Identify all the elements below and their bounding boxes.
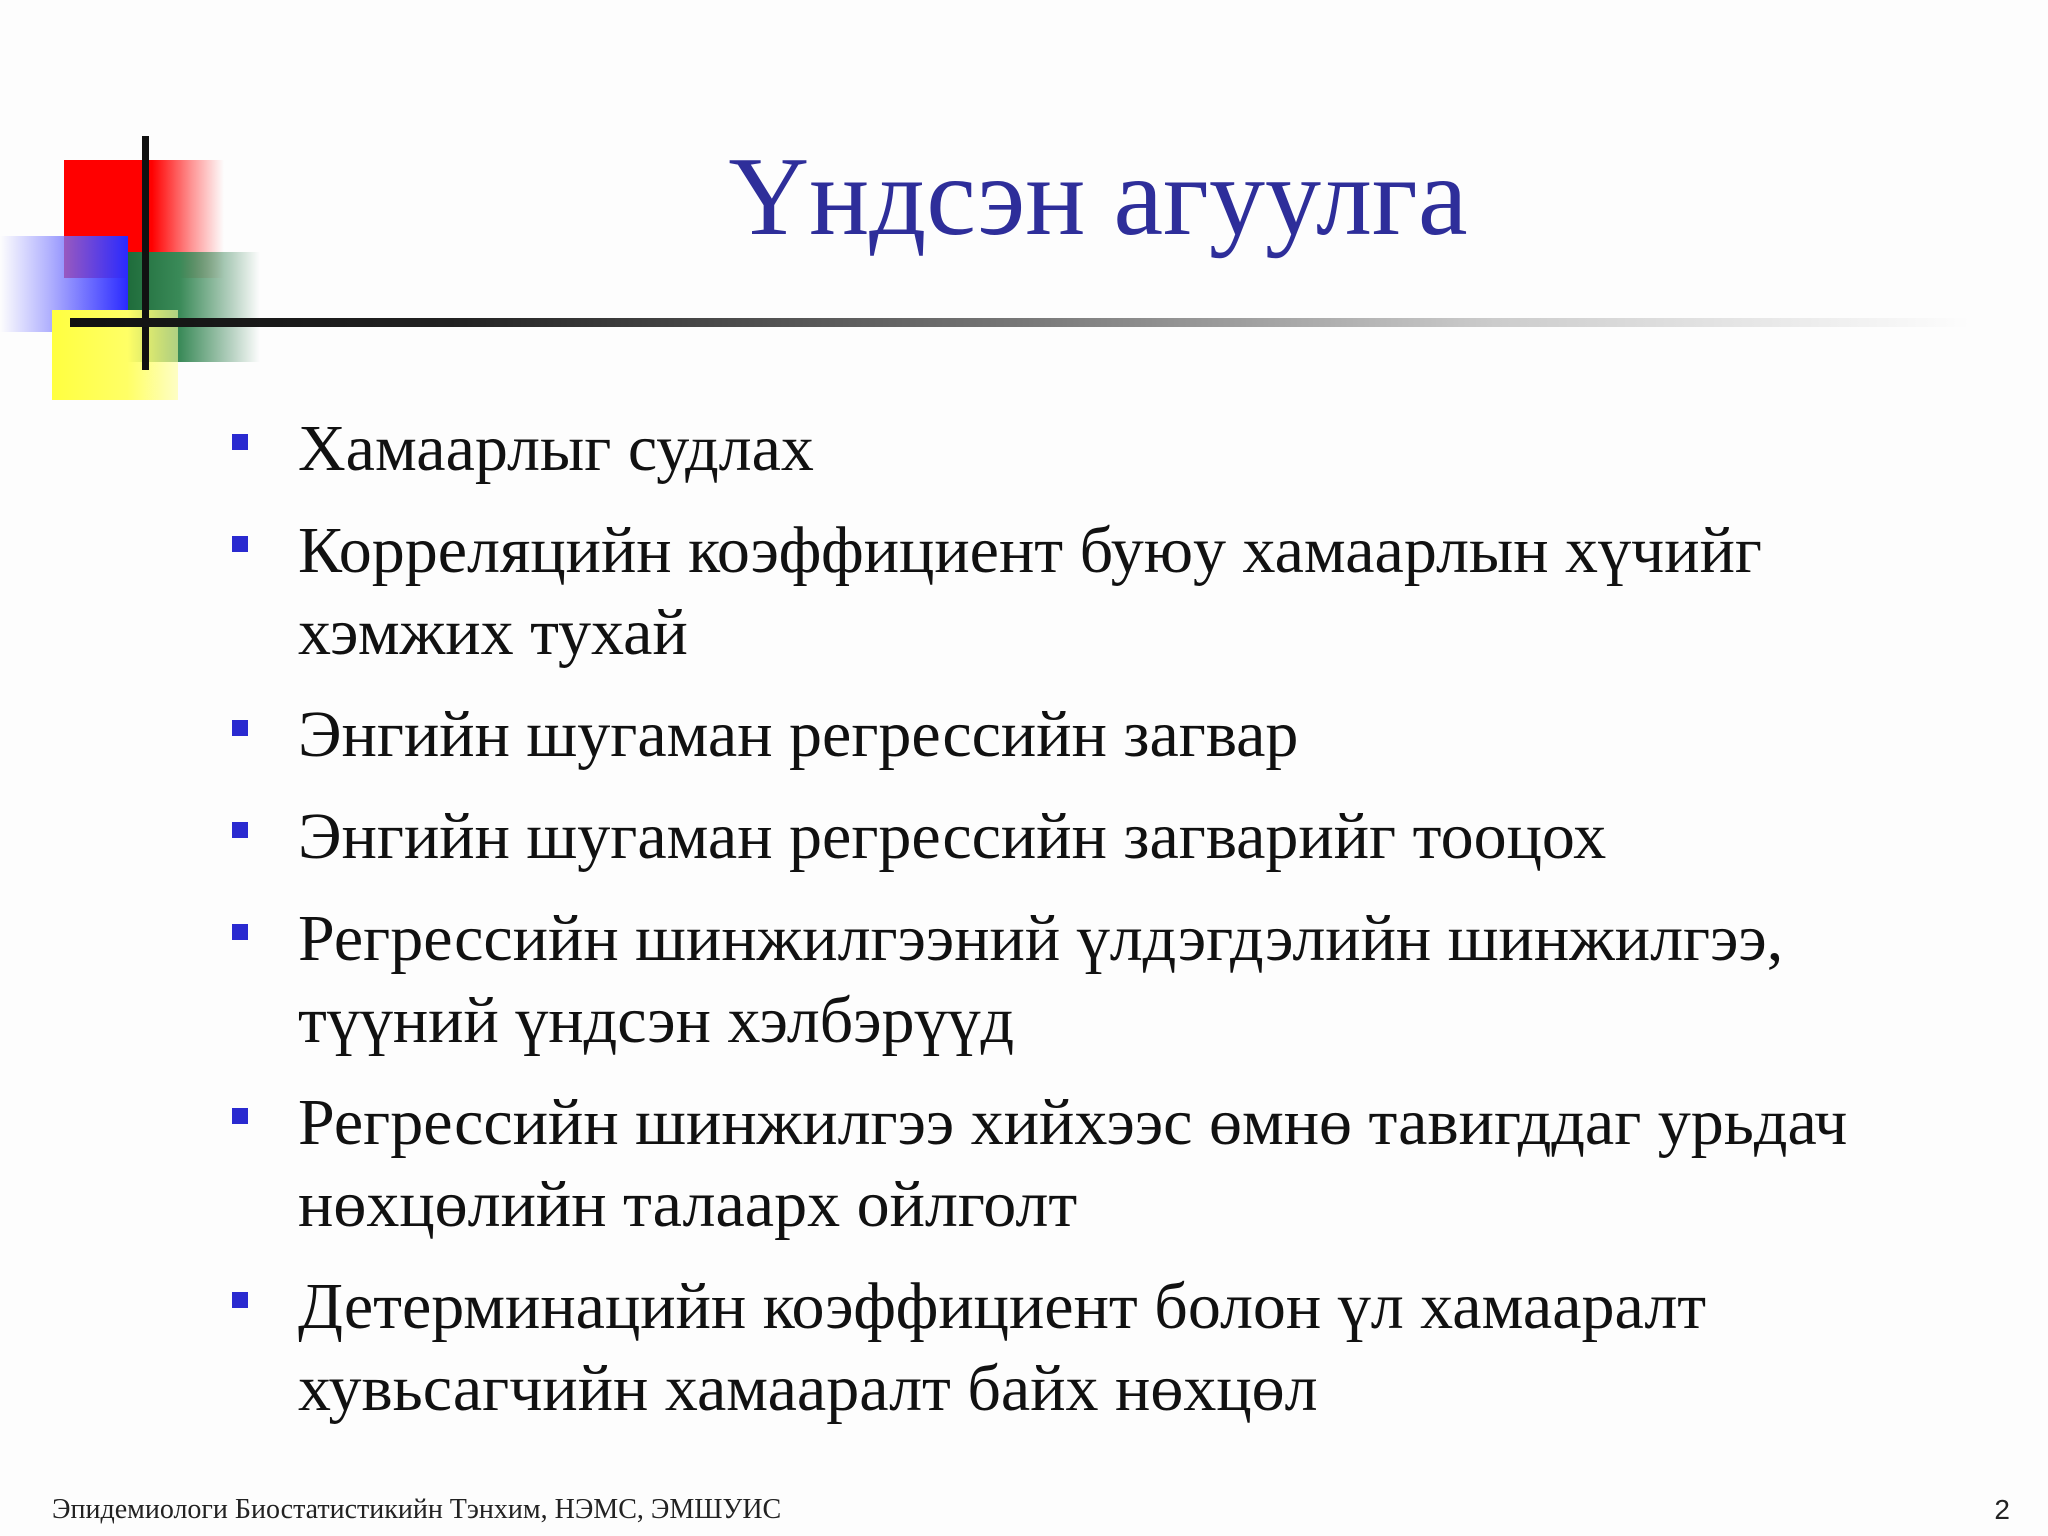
square-bullet-icon [232, 536, 248, 552]
list-item [228, 408, 1948, 490]
list-item [228, 898, 1948, 1062]
list-item [228, 694, 1948, 776]
list-item [228, 1266, 1948, 1430]
list-item-text: Детерминацийн коэффициент болон үл хамааралт хувьсагчийн хамааралт байх нөхцөл [298, 1270, 1707, 1425]
list-item-text: Регрессийн шинжилгээний үлдэгдэлийн шинжилгээ, түүний үндсэн хэлбэрүүд [298, 902, 1784, 1057]
list-item-text: Энгийн шугаман регрессийн загвар [298, 698, 1299, 771]
footer-text: Эпидемиологи Биостатистикийн Тэнхим, НЭМС, ЭМШУИС [52, 1494, 782, 1525]
square-bullet-icon [232, 924, 248, 940]
list-item-text: Регрессийн шинжилгээ хийхээс өмнө тавигддаг урьдач нөхцөлийн талаарх ойлголт [298, 1086, 1848, 1241]
bullet-list [228, 408, 1948, 1450]
page-number: 2 [1994, 1494, 2010, 1525]
square-bullet-icon [232, 434, 248, 450]
square-bullet-icon [232, 822, 248, 838]
square-bullet-icon [232, 1292, 248, 1308]
list-item [228, 510, 1948, 674]
list-item [228, 796, 1948, 878]
list-item-text: Энгийн шугаман регрессийн загварийг тооцох [298, 800, 1607, 873]
title-underline [70, 318, 1970, 327]
square-bullet-icon [232, 720, 248, 736]
slide-title: Үндсэн агуулга [728, 135, 1468, 259]
list-item-text: Хамаарлыг судлах [298, 412, 814, 485]
square-bullet-icon [232, 1108, 248, 1124]
list-item [228, 1082, 1948, 1246]
list-item-text: Корреляцийн коэффициент буюу хамаарлын хүчийг хэмжих тухай [298, 514, 1762, 669]
